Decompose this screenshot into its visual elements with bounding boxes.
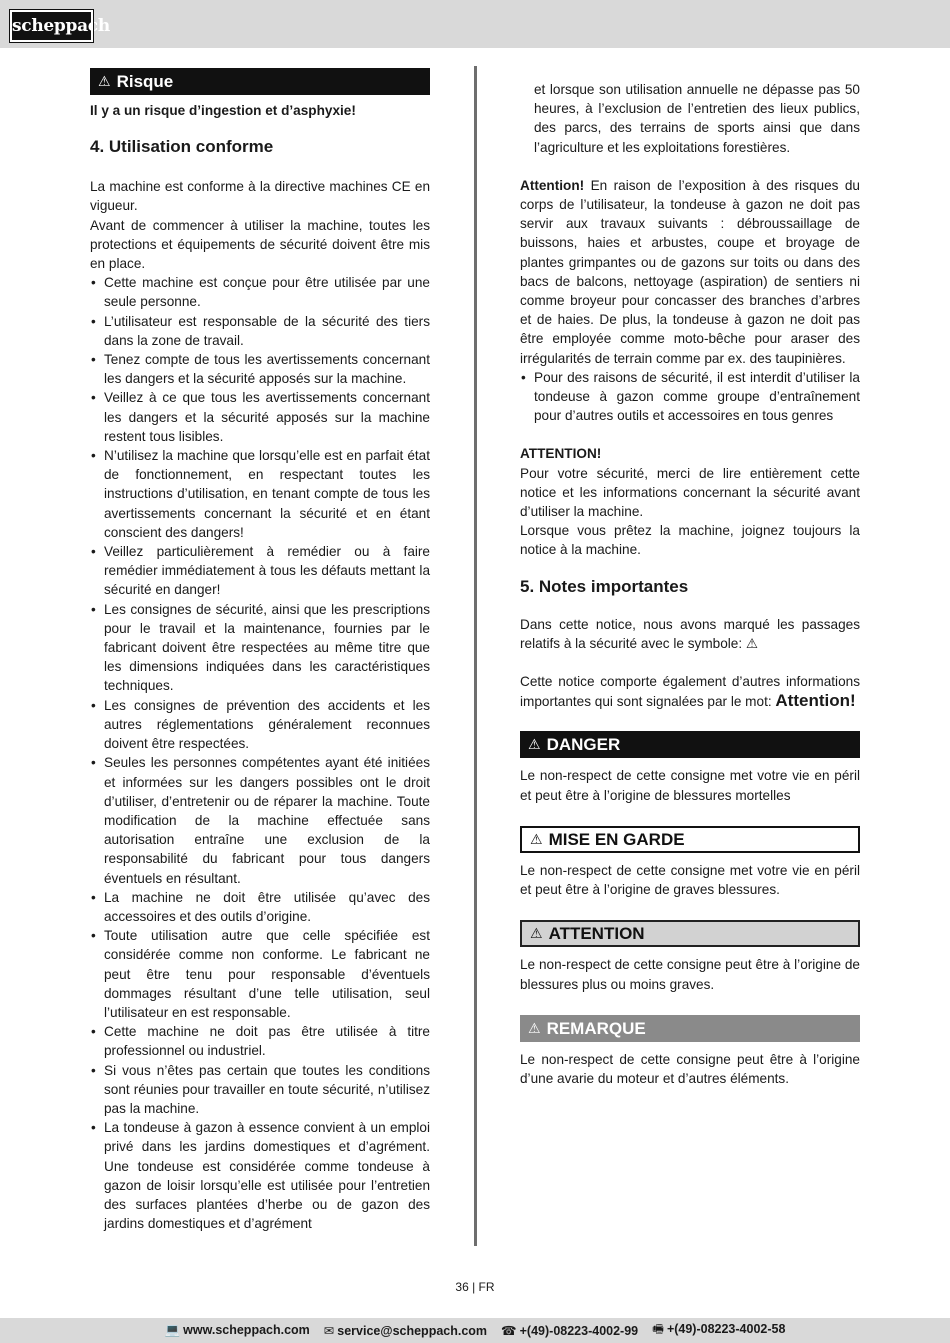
fax-icon: 🖷 bbox=[652, 1322, 664, 1336]
page-number: 36 | FR bbox=[455, 1280, 495, 1294]
list-item: • Les consignes de prévention des accidents et les autres réglementations généralement reconnues doivent être respectées. bbox=[90, 696, 430, 754]
remarque-title: REMARQUE bbox=[546, 1018, 646, 1038]
fax-number: +(49)-08223-4002-58 bbox=[666, 1322, 786, 1336]
danger-title: DANGER bbox=[546, 735, 621, 755]
warning-triangle-icon: ⚠ bbox=[98, 73, 111, 89]
section-5-title: 5. Notes importantes bbox=[520, 576, 689, 596]
warning-triangle-icon: ⚠ bbox=[530, 830, 543, 847]
list-item: • Cette machine est conçue pour être utilisée par une seule personne. bbox=[90, 273, 430, 311]
attention-bar-title: ATTENTION bbox=[548, 924, 645, 944]
warning-triangle-icon: ⚠ bbox=[528, 736, 541, 753]
phone-number: +(49)-08223-4002-99 bbox=[519, 1324, 639, 1338]
list-item: • L’utilisateur est responsable de la sécurité des tiers dans la zone de travail. bbox=[90, 312, 430, 350]
intro-paragraph-2: Avant de commencer à utiliser la machine, toutes les protections et équipements de sécurité doivent être mis en place. bbox=[90, 217, 430, 272]
danger-bar bbox=[520, 731, 860, 758]
notes-paragraph-2 bbox=[520, 672, 860, 711]
mise-en-garde-title: MISE EN GARDE bbox=[548, 829, 685, 849]
email-icon: ✉ bbox=[323, 1324, 335, 1338]
list-item: • La machine ne doit être utilisée qu’avec des accessoires et des outils d’origine. bbox=[90, 888, 430, 926]
usage-bullet-list bbox=[90, 273, 430, 1233]
right-column bbox=[520, 80, 860, 1088]
warning-triangle-icon: ⚠ bbox=[528, 1019, 541, 1036]
warning-triangle-icon: ⚠ bbox=[530, 925, 543, 942]
section-4-title: 4. Utilisation conforme bbox=[90, 137, 274, 157]
remarque-bar bbox=[520, 1015, 860, 1042]
email-link[interactable]: service@scheppach.com bbox=[337, 1324, 488, 1338]
continuation-paragraph: et lorsque son utilisation annuelle ne dépasse pas 50 heures, à l’exclusion de l’entretien des lieux publics, des parcs, des terrains de sports ainsi que dans l’agriculture et les exploitations forestières. bbox=[534, 82, 860, 155]
footer-email[interactable] bbox=[324, 1323, 487, 1338]
attention-bar bbox=[520, 920, 860, 947]
phone-icon: ☎ bbox=[501, 1324, 517, 1338]
list-item: • Si vous n’êtes pas certain que toutes les conditions sont réunies pour travailler en toute sécurité, n’utilisez pas la machine. bbox=[90, 1061, 430, 1119]
top-header-bar bbox=[0, 0, 950, 48]
footer-bar bbox=[0, 1318, 950, 1343]
notes-paragraph-2-text: Cette notice comporte également d’autres informations importantes qui sont signalées par le mot: bbox=[520, 674, 860, 710]
remarque-text: Le non-respect de cette consigne peut être à l’origine d’une avarie du moteur et d’autres éléments. bbox=[520, 1051, 860, 1086]
list-item: • Tenez compte de tous les avertissements concernant les dangers et la sécurité apposés sur la machine. bbox=[90, 350, 430, 388]
attention-bar-text: Le non-respect de cette consigne peut être à l’origine de blessures plus ou moins graves. bbox=[520, 957, 860, 992]
footer-fax bbox=[652, 1320, 785, 1341]
mise-en-garde-text: Le non-respect de cette consigne met votre vie en péril et peut être à l’origine de graves blessures. bbox=[520, 862, 860, 898]
risk-text: Il y a un risque d’ingestion et d’asphyxie! bbox=[90, 103, 356, 118]
website-link[interactable]: www.scheppach.com bbox=[183, 1323, 310, 1337]
risk-title: Risque bbox=[116, 72, 174, 91]
list-item: • Cette machine ne doit pas être utilisée à titre professionnel ou industriel. bbox=[90, 1022, 430, 1060]
attention2-text-2: Lorsque vous prêtez la machine, joignez toujours la notice à la machine. bbox=[520, 523, 860, 558]
list-item: • N’utilisez la machine que lorsqu’elle est en parfait état de fonctionnement, en respectant toutes les instructions d’utilisation, en tenant compte de tous les avertissements concernant la sécurité et en étant conscient des dangers! bbox=[90, 446, 430, 542]
notes-paragraph-1: Dans cette notice, nous avons marqué les passages relatifs à la sécurité avec le symbole: ⚠ bbox=[520, 616, 860, 651]
attention-label: Attention! bbox=[520, 177, 585, 193]
right-bullet-list bbox=[520, 368, 860, 426]
list-item: • Veillez à ce que tous les avertissements concernant les dangers et la sécurité apposés sur la machine restent tous lisibles. bbox=[90, 388, 430, 446]
attention-paragraph bbox=[520, 176, 860, 368]
column-divider bbox=[474, 66, 477, 1246]
intro-paragraph-1: La machine est conforme à la directive machines CE en vigueur. bbox=[90, 179, 430, 214]
laptop-icon: 💻 bbox=[164, 1323, 181, 1337]
list-item: • Pour des raisons de sécurité, il est interdit d’utiliser la tondeuse à gazon comme groupe d’entraînement pour d’autres outils et accessoires en tous genres bbox=[520, 368, 860, 426]
attention-text: En raison de l’exposition à des risques du corps de l’utilisateur, la tondeuse à gazon ne doit pas servir aux travaux suivants : débroussaillage de buissons, haies et arbustes, coupe et broyage de plantes grimpantes ou de gazons sur toits ou dans des bacs de balcons, nettoyage (aspiration) de sentiers ni comme broyeur pour concasser des branches d’arbres et de haies. De plus, la tondeuse à gazon ne doit pas être employée comme moto-bêche pour araser des irrégularités de terrain comme par ex. des taupinières. bbox=[520, 177, 860, 366]
notes-attention-word: Attention! bbox=[775, 691, 856, 711]
danger-text: Le non-respect de cette consigne met votre vie en péril et peut être à l’origine de blessures mortelles bbox=[520, 768, 860, 803]
footer-website[interactable] bbox=[165, 1323, 310, 1338]
footer-phone bbox=[501, 1323, 638, 1338]
list-item: • Les consignes de sécurité, ainsi que les prescriptions pour le travail et la maintenance, fournies par le fabricant doivent être respectées au même titre que les dimensions indiquées dans les caractéristiques techniques. bbox=[90, 600, 430, 696]
list-item: • Veillez particulièrement à remédier ou à faire remédier immédiatement à tous les défauts mettant la sécurité en danger! bbox=[90, 542, 430, 600]
list-item: • Toute utilisation autre que celle spécifiée est considérée comme non conforme. Le fabricant ne peut être tenu pour responsable d’éventuels dommages résultant d’une telle utilisation, seul l’utilisateur en est responsable. bbox=[90, 926, 430, 1022]
mise-en-garde-bar bbox=[520, 826, 860, 853]
list-item: • La tondeuse à gazon à essence convient à un emploi privé dans les jardins domestiques et d’agrément. Une tondeuse est considérée comme tondeuse à gazon de loisir lorsqu’elle est utilisée pour l’entretien des surfaces plantées d’herbe ou de gazon des jardins domestiques et d’agrément bbox=[90, 1118, 430, 1233]
attention2-text-1: Pour votre sécurité, merci de lire entièrement cette notice et les informations concernant la sécurité avant d’utiliser la machine. bbox=[520, 465, 860, 520]
left-column bbox=[90, 68, 430, 1233]
attention2-title: ATTENTION! bbox=[520, 446, 602, 462]
risk-warning-bar bbox=[90, 68, 430, 95]
scheppach-logo: scheppach bbox=[10, 10, 93, 42]
list-item: • Seules les personnes compétentes ayant été initiées et informées sur les dangers possibles ont le droit d’utiliser, d’entretenir ou de réparer la machine. Toute modification de la machine effectuée sans autorisation entraîne une exclusion de la responsabilité du fabricant pour tous dangers éventuels en résultant. bbox=[90, 753, 430, 887]
